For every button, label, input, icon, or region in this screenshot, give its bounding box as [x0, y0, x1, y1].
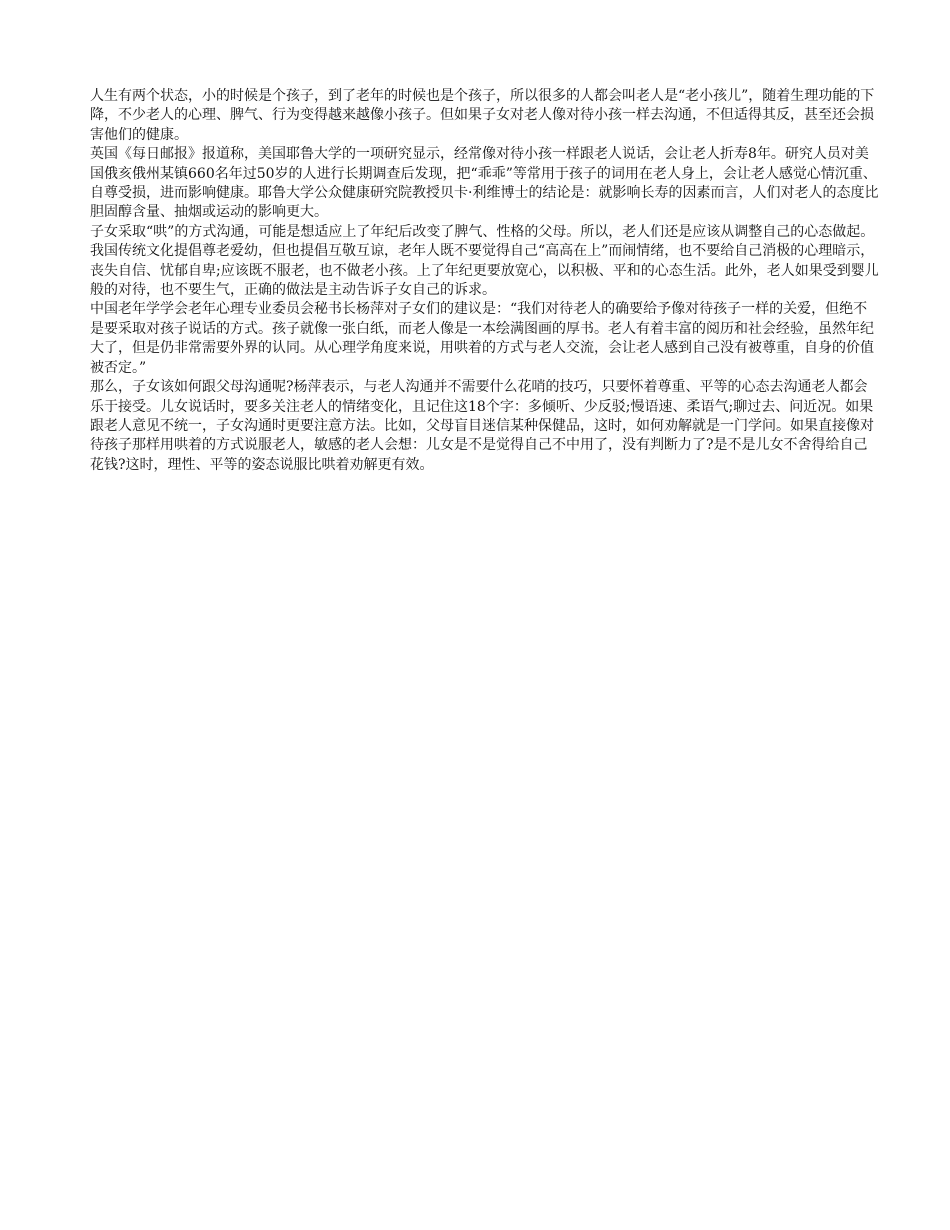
paragraph-expert-advice: 中国老年学学会老年心理专业委员会秘书长杨萍对子女们的建议是：“我们对待老人的确要给予像对待孩子一样的关爱，但绝不是要采取对孩子说话的方式。孩子就像一张白纸，而老人像是一本绘满图画的厚书。老人有着丰富的阅历和社会经验，虽然年纪大了，但是仍非常需要外界的认同。从心理学角度来说，用哄着的方式与老人交流，会让老人感到自己没有被尊重，自身的价值被否定。” [90, 301, 874, 376]
paragraph-adjust-mindset: 子女采取“哄”的方式沟通，可能是想适应上了年纪后改变了脾气、性格的父母。所以，老人们还是应该从调整自己的心态做起。我国传统文化提倡尊老爱幼，但也提倡互敬互谅，老年人既不要觉得自己“高高在上”而闹情绪，也不要给自己消极的心理暗示，丧失自信、忧郁自卑;应该既不服老，也不做老小孩。上了年纪更要放宽心，以积极、平和的心态生活。此外，老人如果受到婴儿般的对待，也不要生气，正确的做法是主动告诉子女自己的诉求。 [90, 223, 879, 299]
paragraph-intro: 人生有两个状态，小的时候是个孩子，到了老年的时候也是个孩子，所以很多的人都会叫老人是“老小孩儿”，随着生理功能的下降，不少老人的心理、脾气、行为变得越来越像小孩子。但如果子女对老人像对待小孩一样去沟通，不但适得其反，甚至还会损害他们的健康。 [90, 88, 875, 143]
paragraph-yale-study: 英国《每日邮报》报道称，美国耶鲁大学的一项研究显示，经常像对待小孩一样跟老人说话，会让老人折寿8年。研究人员对美国俄亥俄州某镇660名年过50岁的人进行长期调查后发现，把“乖乖”等常用于孩子的词用在老人身上，会让老人感觉心情沉重、自尊受损，进而影响健康。耶鲁大学公众健康研究院教授贝卡·利维博士的结论是：就影响长寿的因素而言，人们对老人的态度比胆固醇含量、抽烟或运动的影响更大。 [90, 146, 879, 221]
paragraph-communication-tips: 那么，子女该如何跟父母沟通呢?杨萍表示，与老人沟通并不需要什么花哨的技巧，只要怀着尊重、平等的心态去沟通老人都会乐于接受。儿女说话时，要多关注老人的情绪变化，且记住这18个字：多倾听、少反驳;慢语速、柔语气;聊过去、问近况。如果跟老人意见不统一，子女沟通时更要注意方法。比如，父母盲目迷信某种保健品，这时，如何劝解就是一门学问。如果直接像对待孩子那样用哄着的方式说服老人，敏感的老人会想：儿女是不是觉得自己不中用了，没有判断力了?是不是儿女不舍得给自己花钱?这时，理性、平等的姿态说服比哄着劝解更有效。 [90, 379, 874, 473]
article-body [90, 87, 880, 475]
